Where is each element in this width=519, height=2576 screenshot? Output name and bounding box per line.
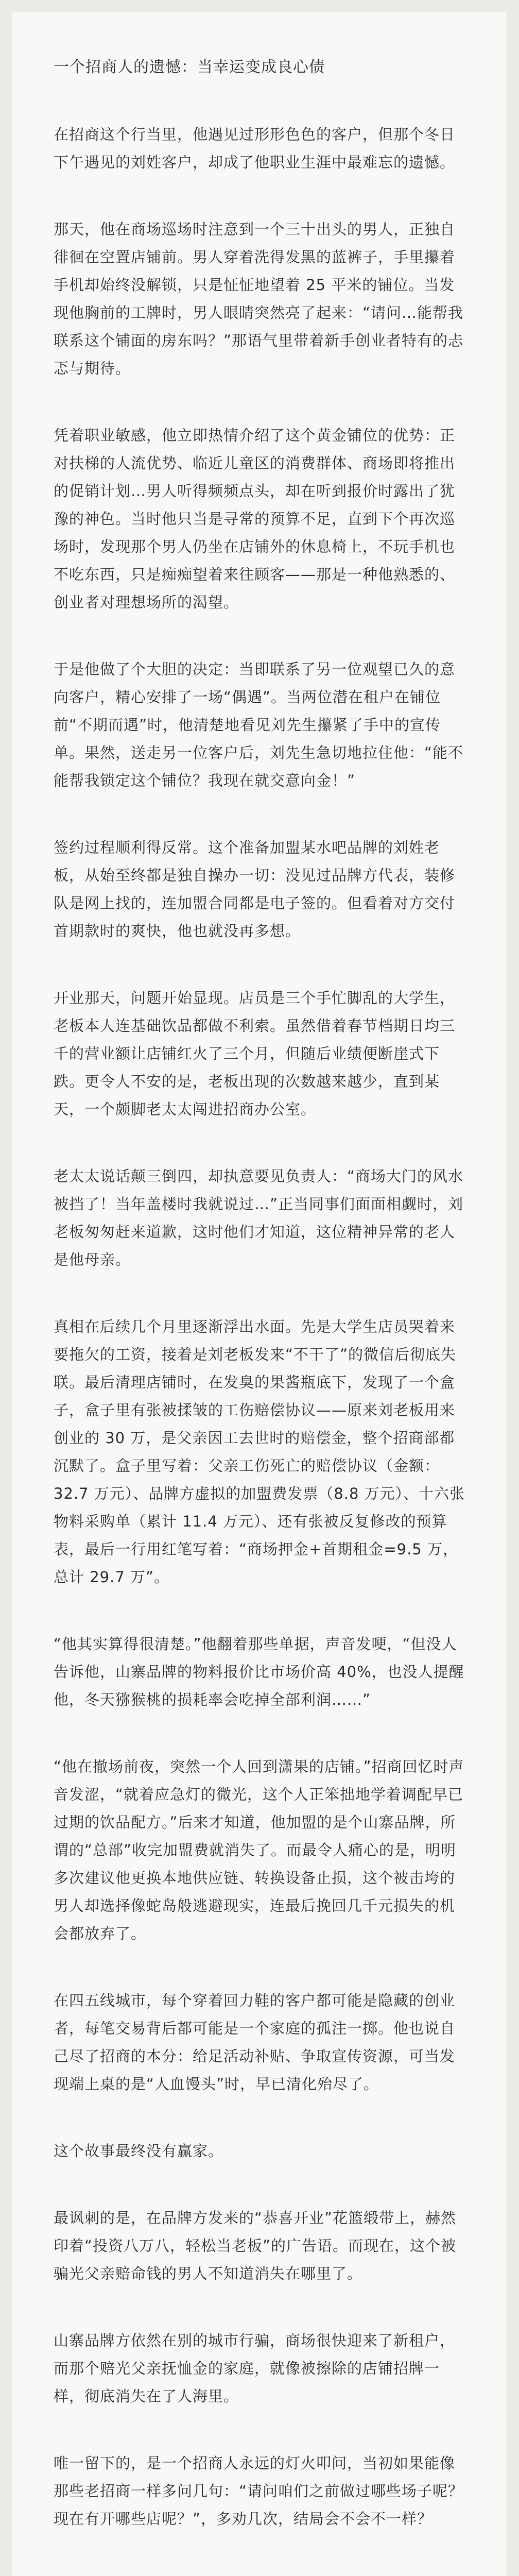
article-paragraph: 凭着职业敏感，他立即热情介绍了这个黄金铺位的优势：正对扶梯的人流优势、临近儿童区的消费群体、商场即将推出的促销计划…男人听得频频点头，却在听到报价时露出了犹豫的神色。当时他只当是寻常的预算不足，直到下个再次巡场时，发现那个男人仍坐在店铺外的休息椅上，不玩手机也不吃东西，只是痴痴望着来往顾客——那是一种他熟悉的、创业者对理想场所的渴望。 (54, 427, 456, 611)
article-paragraph: 最讽刺的是，在品牌方发来的“恭喜开业”花篮缎带上，赫然印着“投资八万八，轻松当老板”的广告语。而现在，这个被骗光父亲赔命钱的男人不知道消失在哪里了。 (54, 2209, 457, 2282)
article-paragraph: “他在撤场前夜，突然一个人回到潇果的店铺。”招商回忆时声音发涩，“就着应急灯的微光，这个人正笨拙地学着调配早已过期的饮品配方。”后来才知道，他加盟的是个山寨品牌，所谓的“总部”收完加盟费就消失了。而最令人痛心的是，明明多次建议他更换本地供应链、转换设备止损，这个被击垮的男人却选择像蛇岛般逃避现实，连最后挽回几千元损失的机会都放弃了。 (54, 1758, 464, 1942)
article-paragraph: 那天，他在商场巡场时注意到一个三十出头的男人，正独自徘徊在空置店铺前。男人穿着洗得发黑的蓝裤子，手里攥着手机却始终没解锁，只是怔怔地望着 25 平米的铺位。当发现他胸前的工牌时，男人眼睛突然亮了起来：“请问…能帮我联系这个铺面的房东吗？”那语气里带着新手创业者特有的忐忑与期待。 (54, 221, 464, 377)
article-paragraph: “他其实算得很清楚。”他翻着那些单据，声音发哽，“但没人告诉他，山寨品牌的物料报价比市场价高 40%，也没人提醒他，冬天猕猴桃的损耗率会吃掉全部利润……” (54, 1635, 464, 1708)
article-paragraph: 唯一留下的，是一个招商人永远的灯火叩问，当初如果能像那些老招商一样多问几句：“请问咱们之前做过哪些场子呢？现在有开哪些店呢？”，多劝几次，结局会不会不一样？ (54, 2454, 464, 2528)
article-paragraph: 真相在后续几个月里逐渐浮出水面。先是大学生店员哭着来要拖欠的工资，接着是刘老板发来“不干了”的微信后彻底失联。最后清理店铺时，在发臭的果酱瓶底下，发现了一个盒子，盒子里有张被揉皱的工伤赔偿协议——原来刘老板用来创业的 30 万，是父亲因工去世时的赔偿金，整个招商部都沉默了。盒子里写着：父亲工伤死亡的赔偿协议（金额：32.7 万元）、品牌方虚拟的加盟费发票（8.8 万元）、十六张物料采购单（累计 11.4 万元）、还有张被反复修改的预算表，最后一行用红笔写着：“商场押金+首期租金=9.5 万，总计 29.7 万”。 (54, 1318, 465, 1586)
note-content (54, 54, 465, 2572)
article-body (54, 121, 465, 2533)
article-paragraph: 签约过程顺利得反常。这个准备加盟某水吧品牌的刘姓老板，从始至终都是独自操办一切：没见过品牌方代表，装修队是网上找的，连加盟合同都是电子签的。但看着对方交付首期款时的爽快，他也就没再多想。 (54, 839, 456, 940)
article-paragraph: 老太太说话颠三倒四，却执意要见负责人：“商场大门的风水被挡了！当年盖楼时我就说过…”正当同事们面面相觑时，刘老板匆匆赶来道歉，这时他们才知道，这位精神异常的老人是他母亲。 (54, 1167, 464, 1268)
article-paragraph: 这个故事最终没有赢家。 (54, 2142, 224, 2160)
article-paragraph: 于是他做了个大胆的决定：当即联系了另一位观望已久的意向客户，精心安排了一场“偶遇”。当两位潜在租户在铺位前“不期而遇”时，他清楚地看见刘先生攥紧了手中的宣传单。果然，送走另一位客户后，刘先生急切地拉住他：“能不能帮我锁定这个铺位？我现在就交意向金！” (54, 660, 464, 789)
note-card (12, 12, 507, 2576)
article-title: 一个招商人的遗憾：当幸运变成良心债 (54, 58, 325, 76)
article-paragraph: 山寨品牌方依然在别的城市行骗，商场很快迎来了新租户，而那个赔光父亲抚恤金的家庭，就像被擦除的店铺招牌一样，彻底消失在了人海里。 (54, 2332, 456, 2405)
article-paragraph: 在四五线城市，每个穿着回力鞋的客户都可能是隐藏的创业者，每笔交易背后都可能是一个家庭的孤注一掷。他也说自己尽了招商的本分：给足活动补贴、争取宣传资源，可当发现端上桌的是“人血馒头”时，早已清化殆尽了。 (54, 1992, 456, 2093)
article-paragraph: 开业那天，问题开始显现。店员是三个手忙脚乱的大学生，老板本人连基础饮品都做不利索。虽然借着春节档期日均三千的营业额让店铺红火了三个月，但随后业绩便断崖式下跌。更令人不安的是，老板出现的次数越来越少，直到某天，一个颇脚老太太闯进招商办公室。 (54, 989, 456, 1118)
article-paragraph: 在招商这个行当里，他遇见过形形色色的客户，但那个冬日下午遇见的刘姓客户，却成了他职业生涯中最难忘的遗憾。 (54, 126, 456, 171)
